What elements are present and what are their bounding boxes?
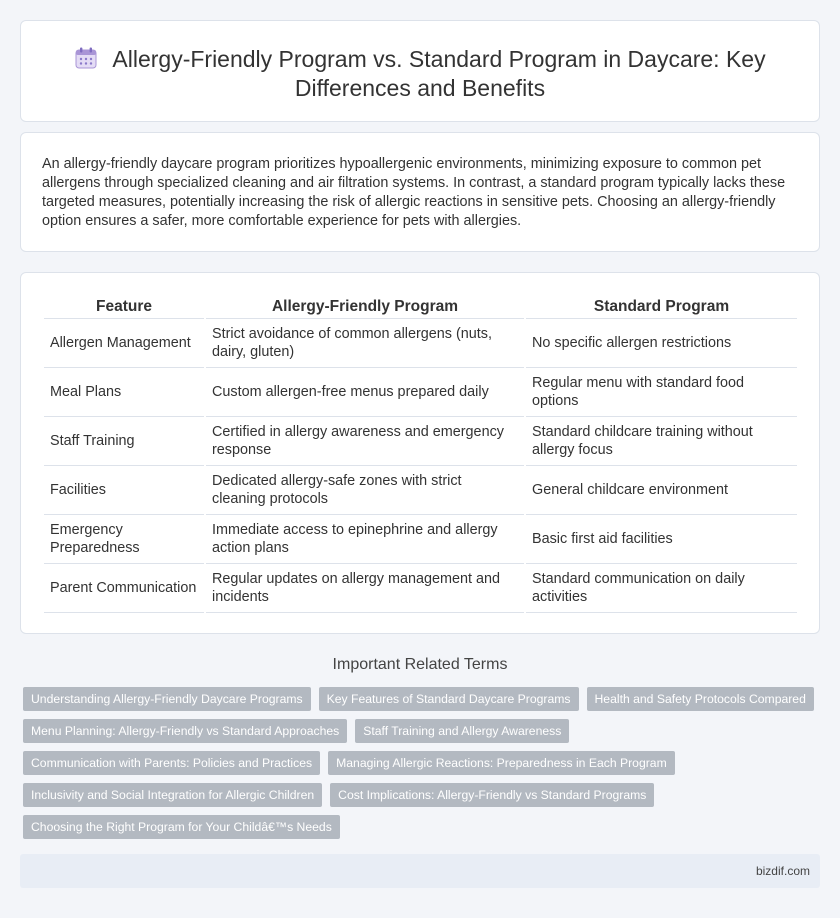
standard-cell: Basic first aid facilities [526, 515, 797, 564]
related-term-tag[interactable]: Choosing the Right Program for Your Childâ€™s Needs [23, 815, 340, 839]
related-term-tag[interactable]: Managing Allergic Reactions: Preparedness in Each Program [328, 751, 675, 775]
calendar-icon [74, 46, 98, 70]
intro-paragraph: An allergy-friendly daycare program prioritizes hypoallergenic environments, minimizing exposure to common pet allergens through specialized cleaning and air filtration systems. In contrast, a standard program typically lacks these targeted measures, potentially increasing the risk of allergic reactions in sensitive pets. Choosing an allergy-friendly option ensures a safer, more comfortable experience for pets with allergies. [42, 156, 786, 229]
standard-cell: Standard childcare training without allergy focus [526, 417, 797, 466]
standard-cell: Standard communication on daily activities [526, 564, 797, 613]
header-card [20, 20, 820, 122]
table-row [44, 515, 797, 564]
feature-cell: Parent Communication [44, 564, 204, 613]
related-terms-tags [23, 687, 806, 847]
related-term-tag[interactable]: Menu Planning: Allergy-Friendly vs Standard Approaches [23, 719, 347, 743]
standard-cell: General childcare environment [526, 466, 797, 515]
standard-cell: Regular menu with standard food options [526, 368, 797, 417]
table-header-row [44, 295, 797, 319]
allergy-friendly-cell: Immediate access to epinephrine and allergy action plans [206, 515, 524, 564]
feature-cell: Allergen Management [44, 319, 204, 368]
header-allergy-friendly: Allergy-Friendly Program [206, 295, 524, 319]
feature-cell: Emergency Preparedness [44, 515, 204, 564]
allergy-friendly-cell: Regular updates on allergy management and incidents [206, 564, 524, 613]
page-title: Allergy-Friendly Program vs. Standard Program in Daycare: Key Differences and Benefits [112, 46, 766, 101]
allergy-friendly-cell: Dedicated allergy-safe zones with strict cleaning protocols [206, 466, 524, 515]
table-row [44, 368, 797, 417]
comparison-table [42, 295, 799, 613]
related-term-tag[interactable]: Understanding Allergy-Friendly Daycare Programs [23, 687, 311, 711]
standard-cell: No specific allergen restrictions [526, 319, 797, 368]
related-term-tag[interactable]: Key Features of Standard Daycare Programs [319, 687, 579, 711]
header-standard: Standard Program [526, 295, 797, 319]
related-terms-title: Important Related Terms [332, 656, 508, 673]
related-term-tag[interactable]: Staff Training and Allergy Awareness [355, 719, 569, 743]
page-title-container [61, 45, 779, 103]
table-row [44, 319, 797, 368]
table-row [44, 466, 797, 515]
feature-cell: Facilities [44, 466, 204, 515]
footer-bar [20, 854, 820, 888]
comparison-table-card [20, 272, 820, 634]
related-term-tag[interactable]: Inclusivity and Social Integration for Allergic Children [23, 783, 322, 807]
table-row [44, 564, 797, 613]
allergy-friendly-cell: Strict avoidance of common allergens (nuts, dairy, gluten) [206, 319, 524, 368]
feature-cell: Meal Plans [44, 368, 204, 417]
header-feature: Feature [44, 295, 204, 319]
feature-cell: Staff Training [44, 417, 204, 466]
related-term-tag[interactable]: Communication with Parents: Policies and Practices [23, 751, 320, 775]
intro-card [20, 132, 820, 252]
table-row [44, 417, 797, 466]
related-term-tag[interactable]: Cost Implications: Allergy-Friendly vs Standard Programs [330, 783, 654, 807]
footer-site-link[interactable]: bizdif.com [755, 864, 810, 878]
allergy-friendly-cell: Custom allergen-free menus prepared daily [206, 368, 524, 417]
allergy-friendly-cell: Certified in allergy awareness and emergency response [206, 417, 524, 466]
related-term-tag[interactable]: Health and Safety Protocols Compared [587, 687, 814, 711]
